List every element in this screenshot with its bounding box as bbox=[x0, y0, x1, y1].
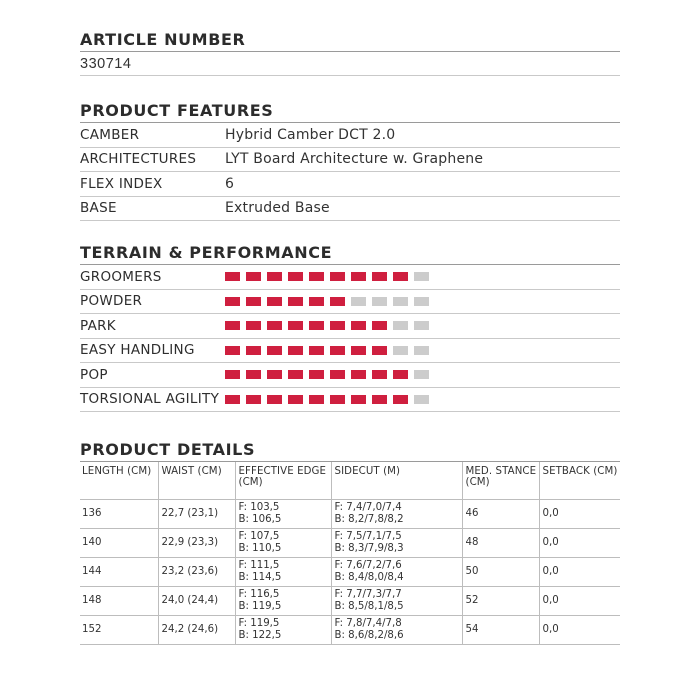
feature-row-camber bbox=[80, 123, 620, 148]
rating-square-filled bbox=[267, 370, 282, 379]
cell-effective-edge bbox=[235, 558, 331, 587]
rating-square-filled bbox=[309, 370, 324, 379]
sidecut-back: B: 8,5/8,1/8,5 bbox=[334, 601, 404, 612]
cell-setback: 0,0 bbox=[539, 500, 620, 529]
rating-square-filled bbox=[330, 395, 345, 404]
rating-square-filled bbox=[267, 272, 282, 281]
rating-square-filled bbox=[267, 395, 282, 404]
rating-square-filled bbox=[372, 272, 387, 281]
rating-square-filled bbox=[372, 370, 387, 379]
rating-square-filled bbox=[288, 395, 303, 404]
rating-bar bbox=[225, 321, 429, 330]
rating-square-filled bbox=[393, 395, 408, 404]
table-row bbox=[80, 558, 620, 587]
cell-setback: 0,0 bbox=[539, 529, 620, 558]
edge-back: B: 122,5 bbox=[238, 630, 282, 641]
rating-square-filled bbox=[330, 321, 345, 330]
feature-label: ARCHITECTURES bbox=[80, 151, 197, 168]
performance-label: TORSIONAL AGILITY bbox=[80, 391, 220, 408]
cell-length: 148 bbox=[80, 587, 158, 616]
spec-sheet bbox=[80, 30, 620, 645]
performance-row-torsional-agility bbox=[80, 388, 620, 413]
rating-bar bbox=[225, 297, 429, 306]
article-number-value: 330714 bbox=[80, 52, 620, 76]
rating-square-empty bbox=[372, 297, 387, 306]
sidecut-front: F: 7,8/7,4/7,8 bbox=[334, 617, 402, 629]
rating-square-filled bbox=[309, 346, 324, 355]
performance-label: EASY HANDLING bbox=[80, 342, 195, 359]
product-details-table bbox=[80, 462, 620, 645]
cell-med-stance: 50 bbox=[462, 558, 539, 587]
cell-length: 140 bbox=[80, 529, 158, 558]
edge-front: F: 119,5 bbox=[238, 617, 280, 629]
cell-waist: 23,2 (23,6) bbox=[158, 558, 235, 587]
edge-back: B: 106,5 bbox=[238, 514, 282, 525]
rating-square-filled bbox=[309, 395, 324, 404]
cell-effective-edge bbox=[235, 616, 331, 645]
rating-square-filled bbox=[225, 346, 240, 355]
rating-bar bbox=[225, 346, 429, 355]
rating-square-filled bbox=[393, 272, 408, 281]
edge-back: B: 114,5 bbox=[238, 572, 282, 583]
feature-label: CAMBER bbox=[80, 126, 140, 143]
feature-value: Extruded Base bbox=[225, 200, 330, 217]
cell-med-stance: 46 bbox=[462, 500, 539, 529]
performance-label: GROOMERS bbox=[80, 268, 162, 285]
rating-square-filled bbox=[225, 370, 240, 379]
edge-back: B: 119,5 bbox=[238, 601, 282, 612]
table-header-row bbox=[80, 462, 620, 500]
rating-square-filled bbox=[309, 297, 324, 306]
performance-label: POP bbox=[80, 366, 108, 383]
cell-sidecut bbox=[331, 529, 462, 558]
rating-square-filled bbox=[288, 297, 303, 306]
table-row bbox=[80, 616, 620, 645]
rating-square-filled bbox=[267, 297, 282, 306]
column-header-effective-edge: EFFECTIVE EDGE (CM) bbox=[235, 462, 331, 500]
cell-sidecut bbox=[331, 587, 462, 616]
edge-back: B: 110,5 bbox=[238, 543, 282, 554]
performance-label: PARK bbox=[80, 317, 116, 334]
cell-sidecut bbox=[331, 616, 462, 645]
product-features-heading: PRODUCT FEATURES bbox=[80, 101, 620, 123]
performance-row-park bbox=[80, 314, 620, 339]
rating-square-filled bbox=[372, 321, 387, 330]
rating-square-empty bbox=[414, 272, 429, 281]
rating-square-filled bbox=[246, 346, 261, 355]
cell-length: 152 bbox=[80, 616, 158, 645]
rating-square-filled bbox=[351, 346, 366, 355]
rating-square-filled bbox=[288, 370, 303, 379]
rating-square-filled bbox=[372, 395, 387, 404]
rating-square-empty bbox=[393, 346, 408, 355]
cell-med-stance: 52 bbox=[462, 587, 539, 616]
edge-front: F: 116,5 bbox=[238, 588, 280, 600]
edge-front: F: 111,5 bbox=[238, 559, 280, 571]
feature-value: LYT Board Architecture w. Graphene bbox=[225, 151, 484, 168]
performance-label: POWDER bbox=[80, 293, 143, 310]
performance-row-groomers bbox=[80, 265, 620, 290]
feature-label: BASE bbox=[80, 200, 117, 217]
rating-square-filled bbox=[330, 272, 345, 281]
cell-sidecut bbox=[331, 558, 462, 587]
rating-square-filled bbox=[330, 346, 345, 355]
feature-value: 6 bbox=[225, 175, 235, 192]
column-header-med-stance: MED. STANCE (CM) bbox=[462, 462, 539, 500]
column-header-waist: WAIST (CM) bbox=[158, 462, 235, 500]
feature-row-architectures bbox=[80, 148, 620, 173]
rating-square-filled bbox=[351, 395, 366, 404]
rating-square-filled bbox=[330, 370, 345, 379]
rating-square-empty bbox=[393, 321, 408, 330]
rating-bar bbox=[225, 272, 429, 281]
column-header-sidecut: SIDECUT (M) bbox=[331, 462, 462, 500]
rating-square-filled bbox=[267, 346, 282, 355]
rating-square-empty bbox=[414, 370, 429, 379]
column-header-setback: SETBACK (CM) bbox=[539, 462, 620, 500]
cell-med-stance: 54 bbox=[462, 616, 539, 645]
cell-setback: 0,0 bbox=[539, 587, 620, 616]
performance-row-powder bbox=[80, 290, 620, 315]
cell-length: 136 bbox=[80, 500, 158, 529]
article-number-heading: ARTICLE NUMBER bbox=[80, 30, 620, 52]
cell-setback: 0,0 bbox=[539, 616, 620, 645]
rating-square-filled bbox=[288, 272, 303, 281]
cell-sidecut bbox=[331, 500, 462, 529]
sidecut-front: F: 7,7/7,3/7,7 bbox=[334, 588, 402, 600]
table-row bbox=[80, 529, 620, 558]
rating-square-filled bbox=[330, 297, 345, 306]
rating-square-empty bbox=[414, 321, 429, 330]
rating-square-filled bbox=[246, 272, 261, 281]
rating-square-filled bbox=[309, 272, 324, 281]
feature-row-base bbox=[80, 197, 620, 222]
rating-square-filled bbox=[309, 321, 324, 330]
rating-square-filled bbox=[351, 321, 366, 330]
sidecut-back: B: 8,2/7,8/8,2 bbox=[334, 514, 404, 525]
rating-square-empty bbox=[351, 297, 366, 306]
sidecut-back: B: 8,6/8,2/8,6 bbox=[334, 630, 404, 641]
cell-waist: 22,9 (23,3) bbox=[158, 529, 235, 558]
rating-square-empty bbox=[414, 297, 429, 306]
feature-label: FLEX INDEX bbox=[80, 175, 163, 192]
terrain-performance-heading: TERRAIN & PERFORMANCE bbox=[80, 243, 620, 265]
cell-length: 144 bbox=[80, 558, 158, 587]
rating-square-filled bbox=[246, 321, 261, 330]
rating-square-filled bbox=[246, 370, 261, 379]
cell-waist: 24,0 (24,4) bbox=[158, 587, 235, 616]
feature-row-flex-index bbox=[80, 172, 620, 197]
features-list bbox=[80, 123, 620, 221]
column-header-length: LENGTH (CM) bbox=[80, 462, 158, 500]
rating-square-filled bbox=[225, 272, 240, 281]
table-row bbox=[80, 500, 620, 529]
sidecut-front: F: 7,5/7,1/7,5 bbox=[334, 530, 402, 542]
rating-square-filled bbox=[351, 272, 366, 281]
product-details-heading: PRODUCT DETAILS bbox=[80, 440, 620, 462]
rating-square-filled bbox=[225, 321, 240, 330]
cell-waist: 24,2 (24,6) bbox=[158, 616, 235, 645]
rating-square-filled bbox=[372, 346, 387, 355]
rating-square-empty bbox=[414, 346, 429, 355]
rating-square-filled bbox=[246, 297, 261, 306]
cell-effective-edge bbox=[235, 500, 331, 529]
edge-front: F: 107,5 bbox=[238, 530, 280, 542]
sidecut-front: F: 7,4/7,0/7,4 bbox=[334, 501, 402, 513]
rating-square-filled bbox=[267, 321, 282, 330]
performance-list bbox=[80, 265, 620, 412]
rating-bar bbox=[225, 370, 429, 379]
sidecut-front: F: 7,6/7,2/7,6 bbox=[334, 559, 402, 571]
rating-square-filled bbox=[246, 395, 261, 404]
rating-square-empty bbox=[414, 395, 429, 404]
cell-effective-edge bbox=[235, 587, 331, 616]
rating-square-filled bbox=[225, 297, 240, 306]
sidecut-back: B: 8,4/8,0/8,4 bbox=[334, 572, 404, 583]
performance-row-easy-handling bbox=[80, 339, 620, 364]
edge-front: F: 103,5 bbox=[238, 501, 280, 513]
rating-square-filled bbox=[393, 370, 408, 379]
cell-med-stance: 48 bbox=[462, 529, 539, 558]
cell-effective-edge bbox=[235, 529, 331, 558]
sidecut-back: B: 8,3/7,9/8,3 bbox=[334, 543, 404, 554]
cell-setback: 0,0 bbox=[539, 558, 620, 587]
cell-waist: 22,7 (23,1) bbox=[158, 500, 235, 529]
rating-bar bbox=[225, 395, 429, 404]
rating-square-filled bbox=[288, 321, 303, 330]
performance-row-pop bbox=[80, 363, 620, 388]
feature-value: Hybrid Camber DCT 2.0 bbox=[225, 126, 396, 143]
rating-square-filled bbox=[288, 346, 303, 355]
rating-square-filled bbox=[225, 395, 240, 404]
rating-square-empty bbox=[393, 297, 408, 306]
table-row bbox=[80, 587, 620, 616]
rating-square-filled bbox=[351, 370, 366, 379]
